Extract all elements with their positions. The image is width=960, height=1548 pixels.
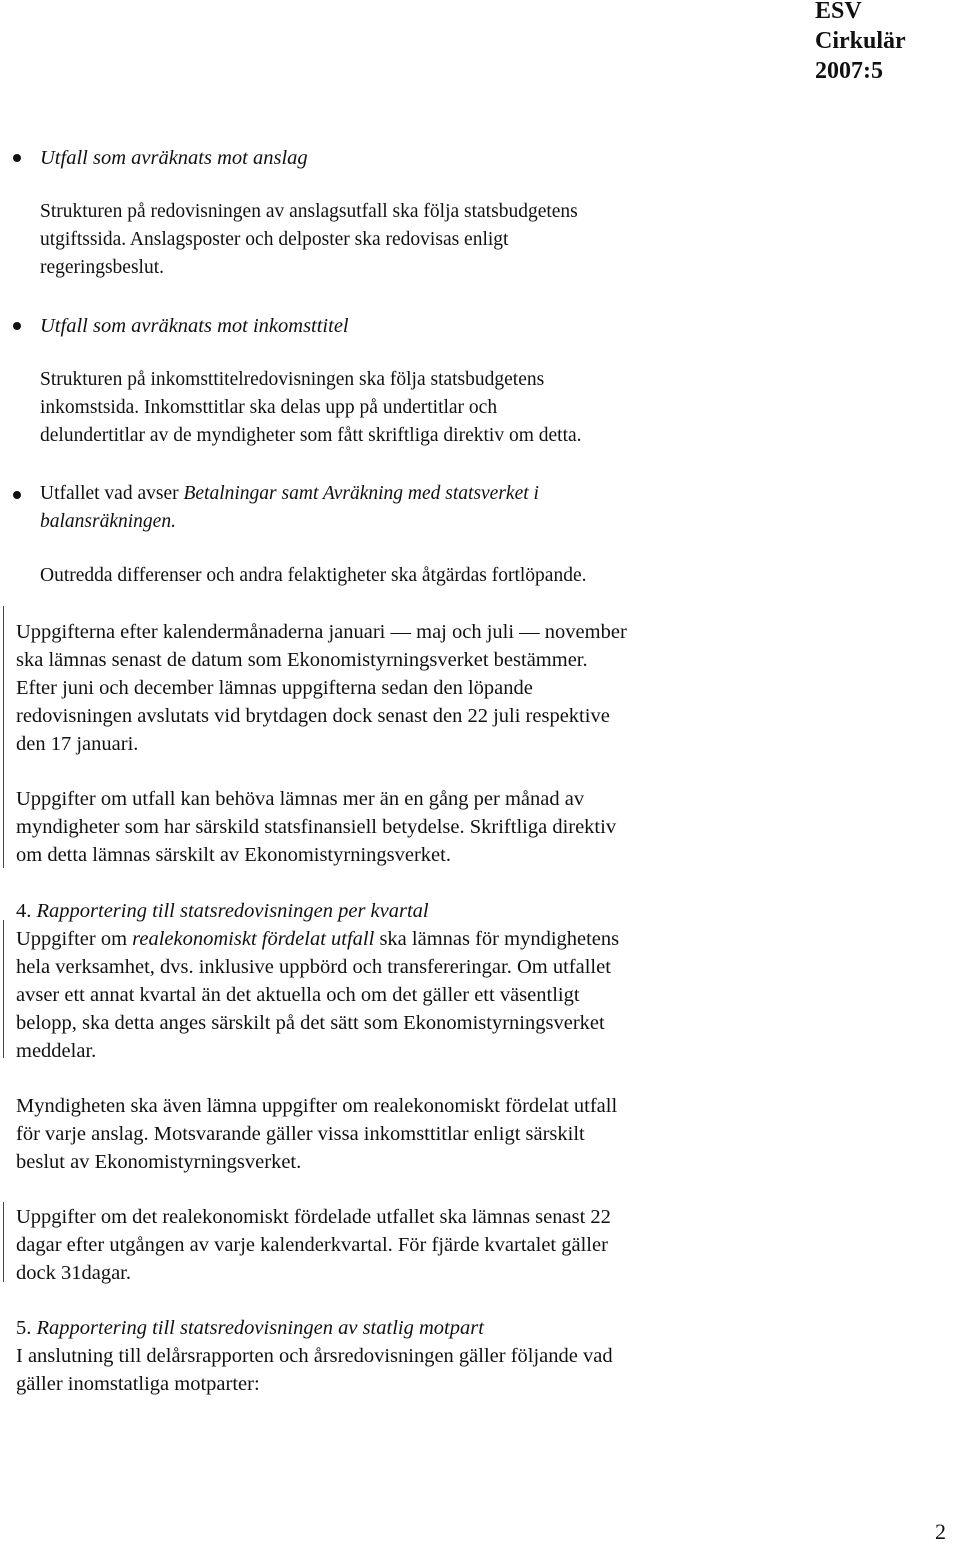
section-title: Rapportering till statsredovisningen av statlig motpart <box>36 1317 484 1339</box>
section-5-heading <box>16 1314 484 1342</box>
paragraph-line: Uppgifter om realekonomiskt fördelat utfall ska lämnas för myndighetens <box>16 928 620 950</box>
paragraph-line: beslut av Ekonomistyrningsverket. <box>16 1151 302 1173</box>
bullet-2-line: delundertitlar av de myndigheter som fått skriftliga direktiv om detta. <box>40 425 582 446</box>
bullet-1-title: Utfall som avräknats mot anslag <box>40 147 308 169</box>
paragraph-line: redovisningen avslutats vid brytdagen dock senast den 22 juli respektive <box>16 705 610 727</box>
bullet-1-line: regeringsbeslut. <box>40 257 165 278</box>
paragraph-line: för varje anslag. Motsvarande gäller vissa inkomsttitlar enligt särskilt <box>16 1123 585 1145</box>
bullet-3-line: Utfallet vad avser Betalningar samt Avräkning med statsverket i <box>40 483 539 504</box>
page-number: 2 <box>935 1519 946 1544</box>
header-doc-number: 2007:5 <box>815 58 883 84</box>
paragraph-line: Uppgifter om utfall kan behöva lämnas mer än en gång per månad av <box>16 788 585 810</box>
paragraph-line: Myndigheten ska även lämna uppgifter om realekonomiskt fördelat utfall <box>16 1095 618 1117</box>
paragraph-line: meddelar. <box>16 1040 97 1062</box>
paragraph-line: hela verksamhet, dvs. inklusive uppbörd och transfereringar. Om utfallet <box>16 956 611 978</box>
paragraph-line: I anslutning till delårsrapporten och årsredovisningen gäller följande vad <box>16 1345 613 1367</box>
bullet-3-note: Outredda differenser och andra felaktigheter ska åtgärdas fortlöpande. <box>40 565 587 586</box>
bullet-2-line: Strukturen på inkomsttitelredovisningen ska följa statsbudgetens <box>40 369 545 390</box>
bullet-2-title: Utfall som avräknats mot inkomsttitel <box>40 315 349 337</box>
header-org: ESV <box>815 0 862 24</box>
paragraph-line: Uppgifter om det realekonomiskt fördelade utfallet ska lämnas senast 22 <box>16 1206 611 1228</box>
bullet-2-line: inkomstsida. Inkomsttitlar ska delas upp på undertitlar och <box>40 397 498 418</box>
bullet-dot <box>13 322 21 330</box>
bullet-dot <box>13 491 21 499</box>
paragraph-line: belopp, ska detta anges särskilt på det sätt som Ekonomistyrningsverket <box>16 1012 605 1034</box>
paragraph-line: om detta lämnas särskilt av Ekonomistyrningsverket. <box>16 844 451 866</box>
section-4-heading <box>16 897 429 925</box>
paragraph-line: gäller inomstatliga motparter: <box>16 1373 260 1395</box>
paragraph-line: Uppgifterna efter kalendermånaderna januari — maj och juli — november <box>16 621 627 643</box>
paragraph-line: dock 31dagar. <box>16 1262 131 1284</box>
bullet-1-line: Strukturen på redovisningen av anslagsutfall ska följa statsbudgetens <box>40 201 578 222</box>
paragraph-line: den 17 januari. <box>16 733 139 755</box>
revision-bar <box>3 1202 4 1282</box>
bullet-1-line: utgiftssida. Anslagsposter och delposter ska redovisas enligt <box>40 229 509 250</box>
section-number: 5. <box>16 1317 32 1339</box>
revision-bar <box>3 606 4 868</box>
section-title: Rapportering till statsredovisningen per kvartal <box>36 900 429 922</box>
bullet-3-line: balansräkningen. <box>40 511 176 532</box>
paragraph-line: ska lämnas senast de datum som Ekonomistyrningsverket bestämmer. <box>16 649 588 671</box>
revision-bar <box>3 920 4 1058</box>
paragraph-line: myndigheter som har särskild statsfinansiell betydelse. Skriftliga direktiv <box>16 816 617 838</box>
paragraph-line: dagar efter utgången av varje kalenderkvartal. För fjärde kvartalet gäller <box>16 1234 608 1256</box>
header-doc-type: Cirkulär <box>815 28 906 54</box>
section-number: 4. <box>16 900 32 922</box>
paragraph-line: Efter juni och december lämnas uppgifterna sedan den löpande <box>16 677 533 699</box>
document-header <box>815 0 906 86</box>
bullet-dot <box>13 154 21 162</box>
paragraph-line: avser ett annat kvartal än det aktuella och om det gäller ett väsentligt <box>16 984 580 1006</box>
